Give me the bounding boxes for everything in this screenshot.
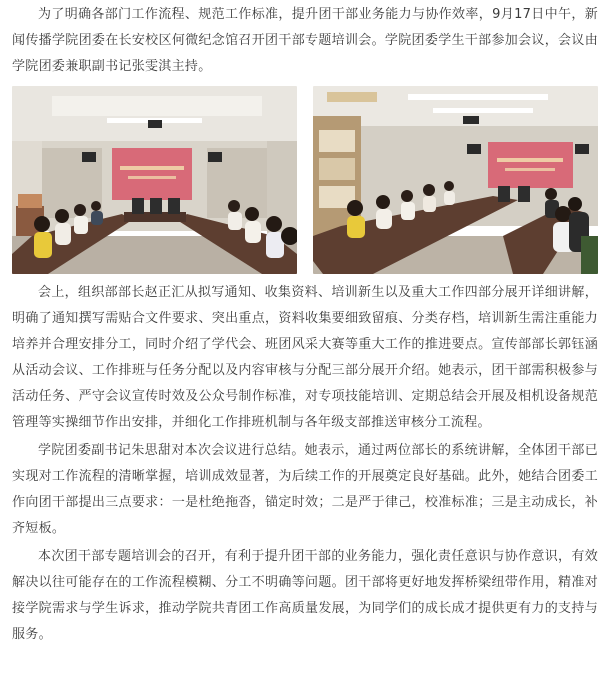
paragraph-intro: 为了明确各部门工作流程、规范工作标准，提升团干部业务能力与协作效率，9月17日中午，新闻传播学院团委在长安校区何微纪念馆召开团干部专题培训会。学院团委学生干部参加会议，会议由学院团委兼职副书记张雯淇主持。 — [12, 7, 598, 74]
photo-row — [12, 86, 598, 274]
paragraph-details: 会上，组织部部长赵正汇从拟写通知、收集资料、培训新生以及重大工作四部分展开详细讲解，明确了通知撰写需贴合文件要求、突出重点，资料收集要细致留痕、分类存档，培训新生需注重能力培养并合理安排分工，同时介绍了学代会、班团风采大赛等重大工作的推进要点。宣传部部长郭钰涵从活动会议、工作排班与任务分配以及内容审核与分配三部分展开介绍。她表示，团干部需积极参与活动任务、严守会议宣传时效及公众号制作标准，对专项技能培训、定期总结会开展及相机设备规范管理等实操细节作出安排，并细化工作排班机制与各年级支部推送审核分工流程。 — [12, 285, 598, 430]
paragraph-conclusion: 本次团干部专题培训会的召开，有利于提升团干部的业务能力，强化责任意识与协作意识，有效解决以往可能存在的工作流程模糊、分工不明确等问题。团干部将更好地发挥桥梁纽带作用，精准对接学院需求与学生诉求，推动学院共青团工作高质量发展，为同学们的成长成才提供更有力的支持与服务。 — [12, 549, 598, 642]
meeting-photo-right[interactable] — [313, 86, 598, 274]
article-body — [12, 0, 598, 648]
meeting-photo-left[interactable] — [12, 86, 297, 274]
paragraph-summary: 学院团委副书记朱思甜对本次会议进行总结。她表示，通过两位部长的系统讲解，全体团干部已实现对工作流程的清晰掌握，培训成效显著，为后续工作的开展奠定良好基础。此外，她结合团委工作向团干部提出三点要求：一是杜绝拖沓，锚定时效；二是严于律己，校准标准；三是主动成长，补齐短板。 — [12, 443, 598, 536]
